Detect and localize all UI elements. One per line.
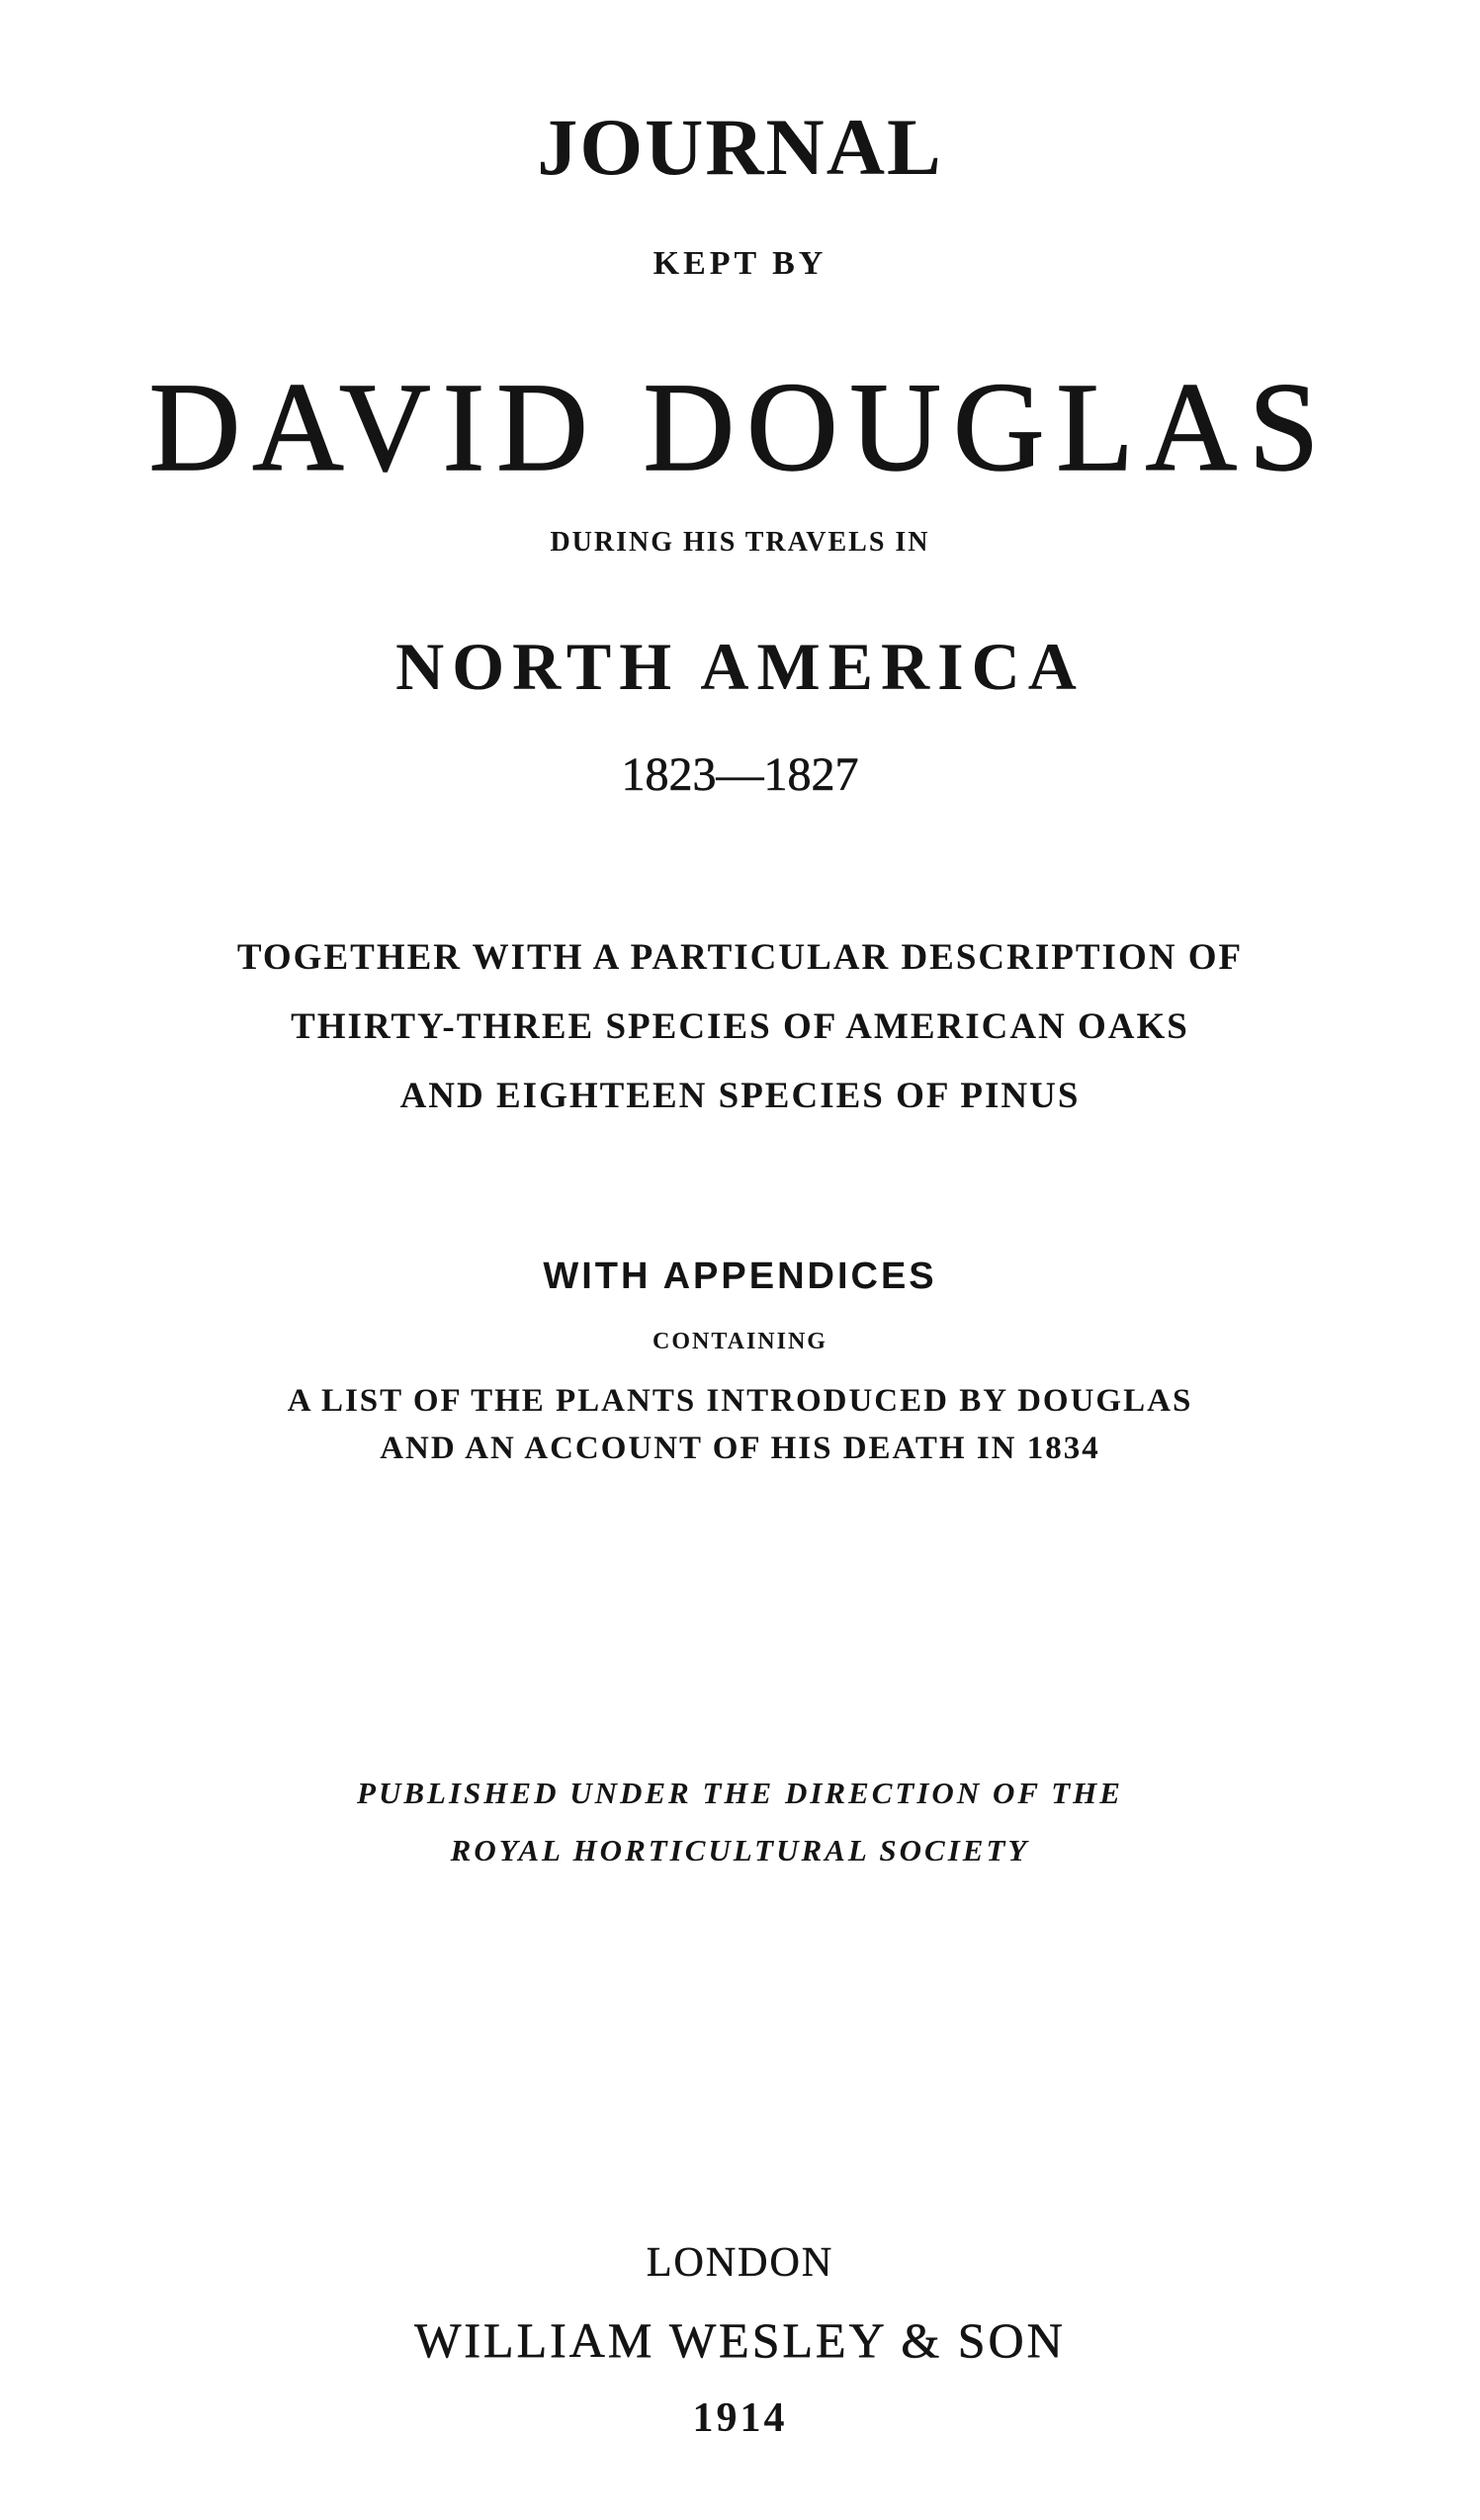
kept-by-label: KEPT BY [653, 245, 827, 282]
imprint-publisher: WILLIAM WESLEY & SON [414, 2312, 1066, 2368]
description-block [0, 923, 1480, 1131]
appendix-line: AND AN ACCOUNT OF HIS DEATH IN 1834 [380, 1431, 1100, 1466]
during-travels-label: DURING HIS TRAVELS IN [550, 527, 930, 558]
containing-label: CONTAINING [653, 1329, 827, 1354]
published-under-line: ROYAL HORTICULTURAL SOCIETY [450, 1833, 1030, 1868]
description-line: TOGETHER WITH A PARTICULAR DESCRIPTION OF [236, 937, 1244, 978]
imprint-year: 1914 [692, 2395, 788, 2441]
appendices-heading: WITH APPENDICES [543, 1256, 937, 1297]
imprint-city: LONDON [646, 2240, 834, 2286]
published-under-block [0, 1765, 1480, 1879]
description-line: THIRTY-THREE SPECIES OF AMERICAN OAKS [291, 1006, 1189, 1047]
book-title: JOURNAL [537, 102, 943, 192]
author-name: DAVID DOUGLAS [148, 357, 1332, 497]
appendix-line: A LIST OF THE PLANTS INTRODUCED BY DOUGLAS [287, 1383, 1193, 1419]
published-under-line: PUBLISHED UNDER THE DIRECTION OF THE [357, 1776, 1123, 1810]
region-title: NORTH AMERICA [395, 629, 1085, 704]
description-line: AND EIGHTEEN SPECIES OF PINUS [399, 1076, 1081, 1116]
appendices-contents [0, 1377, 1480, 1472]
travel-years: 1823—1827 [621, 748, 859, 801]
